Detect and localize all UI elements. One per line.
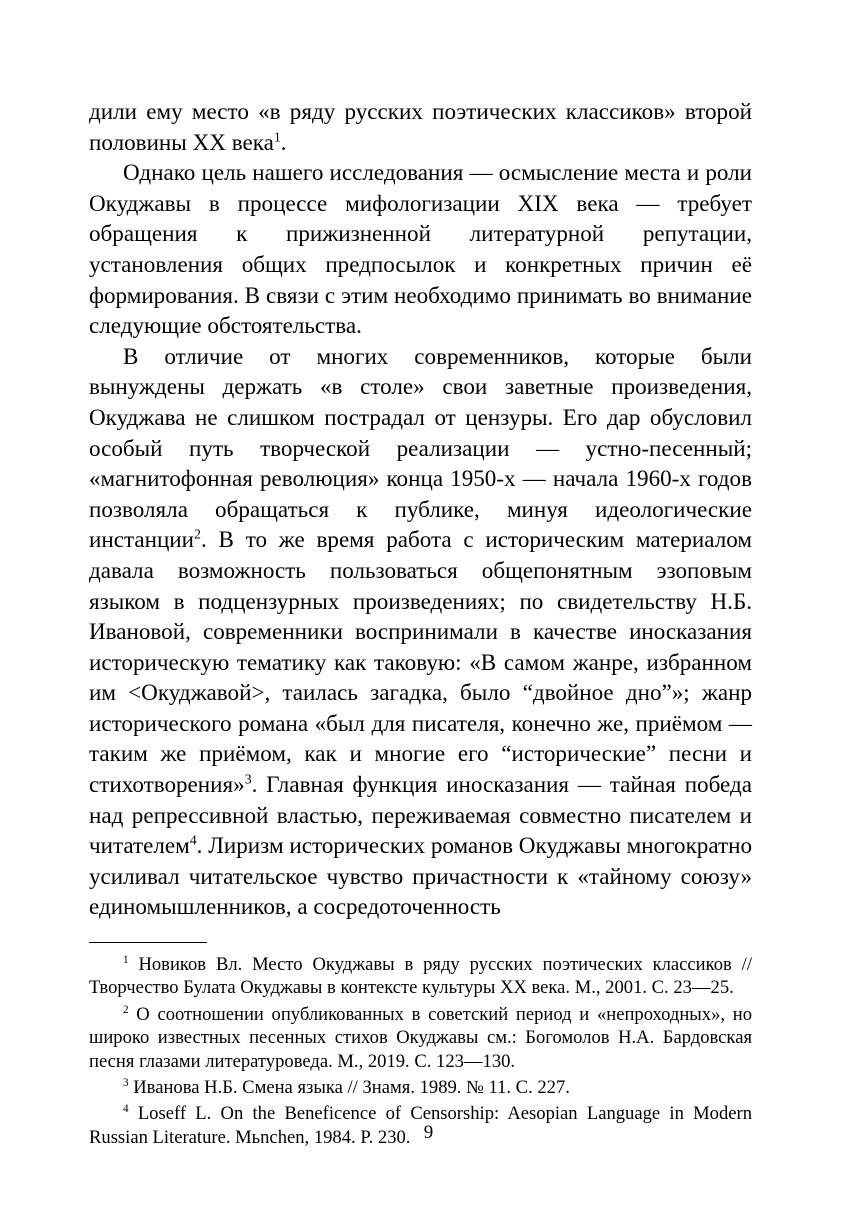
paragraph <box>89 341 752 922</box>
footnotes <box>89 953 752 1149</box>
footnote-ref[interactable]: 2 <box>194 526 201 542</box>
footnote-number: 2 <box>123 1003 129 1016</box>
paragraph-text: Однако цель нашего исследования — осмысление места и роли Окуджавы в процессе мифологизации XIX века — требует обращения к прижизненной литературной репутации, установления общих предпосылок и конкретных причин её формирования. В связи с этим необходимо принимать во внимание следующие обстоятельства. <box>89 159 752 339</box>
paragraph-continued <box>89 96 752 157</box>
main-text <box>89 96 752 922</box>
page-content <box>89 96 752 1149</box>
paragraph-text: . Лиризм исторических романов Окуджавы многократно усиливал читательское чувство причастности к «тайному союзу» единомышленников, а сосредоточенность <box>89 832 752 920</box>
footnote-text: Loseff L. On the Beneficence of Censorship: Aesopian Language in Modern Russian Literature. Mьnchen, 1984. P. 230. <box>89 1103 752 1148</box>
footnote-text: Иванова Н.Б. Смена языка // Знамя. 1989. № 11. С. 227. <box>133 1077 570 1099</box>
paragraph-text: дили ему место «в ряду русских поэтических классиков» второй половины XX века <box>89 98 752 155</box>
footnote <box>89 1076 752 1099</box>
footnote-number: 4 <box>123 1103 129 1116</box>
paragraph-text: В отличие от многих современников, которые были вынуждены держать «в столе» свои заветные произведения, Окуджава не слишком пострадал от цензуры. Его дар обусловил особый путь творческой реализации — устно-песенный; «магнитофонная революция» конца 1950-х — начала 1960-х годов позволяла обращаться к публике, минуя идеологические инстанции <box>89 342 752 553</box>
footnote-number: 1 <box>123 953 129 966</box>
footnote-ref[interactable]: 4 <box>189 832 197 848</box>
paragraph-text: . Главная функция иносказания — тайная победа над репрессивной властью, переживаемая совместно писателем и читателем <box>89 771 752 859</box>
footnote-text: Новиков Вл. Место Окуджавы в ряду русских поэтических классиков // Творчество Булата Окуджавы в контексте культуры XX века. М., 2001. С. 23—25. <box>89 954 752 999</box>
paragraph-text: . В то же время работа с историческим материалом давала возможность пользоваться общепонятным эзоповым языком в подцензурных произведениях; по свидетельству Н.Б. Ивановой, современники воспринимали в качестве иносказания историческую тематику как таковую: «В самом жанре, избранном им <Окуджавой>, таилась загадка, было “двойное дно”»; жанр исторического романа «был для писателя, конечно же, приёмом — таким же приёмом, как и многие его “исторические” песни и стихотворения» <box>89 526 752 798</box>
paragraph <box>89 157 752 341</box>
paragraph-text: . <box>280 128 287 155</box>
footnote-ref[interactable]: 1 <box>273 128 281 144</box>
page-number: 9 <box>423 1122 434 1143</box>
footnote <box>89 1003 752 1073</box>
footnote-number: 3 <box>123 1076 129 1089</box>
footnote-ref[interactable]: 3 <box>244 771 252 787</box>
footnote <box>89 953 752 1000</box>
footnote-text: О соотношении опубликованных в советский период и «непроходных», но широко известных песенных стихов Окуджавы см.: Богомолов Н.А. Бардовская песня глазами литературоведа. М., 2019. С. 123—130. <box>89 1003 752 1072</box>
footnote-divider <box>89 942 207 943</box>
